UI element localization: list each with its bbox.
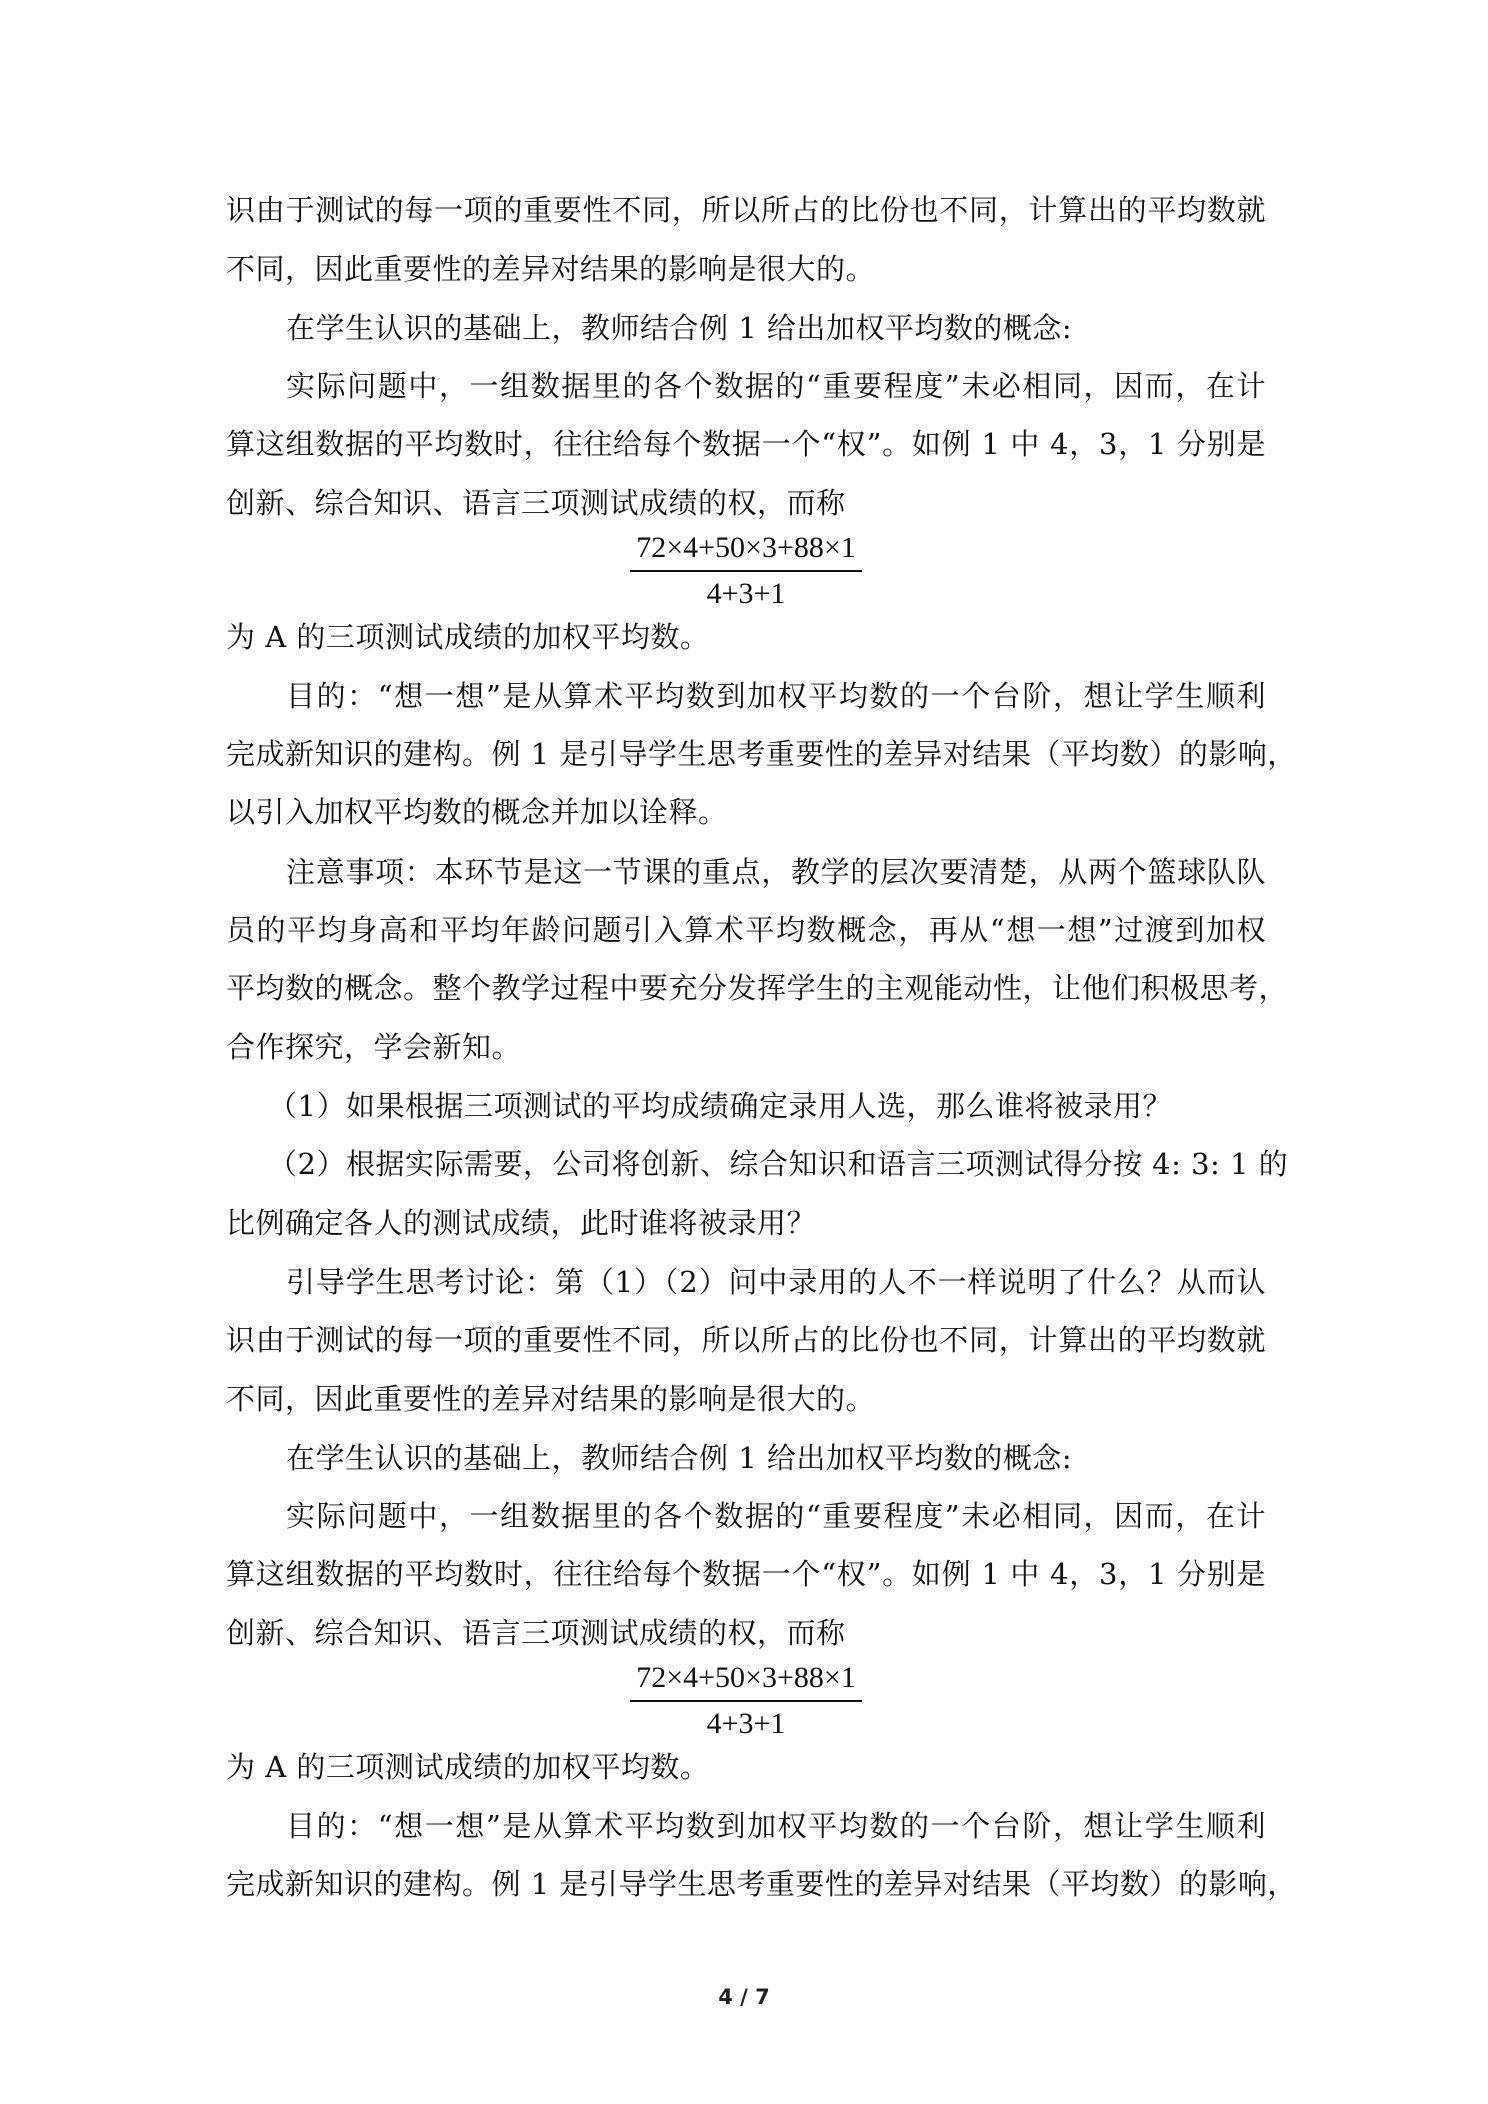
fraction-denominator: 4+3+1 bbox=[706, 1707, 786, 1740]
paragraph-line: 完成新知识的建构。例 1 是引导学生思考重要性的差异对结果（平均数）的影响， bbox=[226, 737, 1297, 771]
paragraph-line: 创新、综合知识、语言三项测试成绩的权，而称 bbox=[226, 1616, 846, 1650]
page-number: 4 / 7 bbox=[718, 1985, 770, 2009]
paragraph-line: 员的平均身高和平均年龄问题引入算术平均数概念，再从“想一想”过渡到加权 bbox=[226, 913, 1266, 947]
paragraph-line: 为 A 的三项测试成绩的加权平均数。 bbox=[226, 620, 710, 654]
question-line: （1）如果根据三项测试的平均成绩确定录用人选，那么谁将被录用？ bbox=[268, 1089, 1172, 1123]
paragraph-line: 注意事项：本环节是这一节课的重点，教学的层次要清楚，从两个篮球队队 bbox=[286, 855, 1266, 889]
paragraph-line: 不同，因此重要性的差异对结果的影响是很大的。 bbox=[226, 1382, 876, 1416]
fraction bbox=[630, 530, 862, 612]
fraction-numerator: 72×4+50×3+88×1 bbox=[630, 530, 862, 572]
paragraph-line: 识由于测试的每一项的重要性不同，所以所占的比份也不同，计算出的平均数就 bbox=[226, 193, 1266, 227]
weighted-average-formula bbox=[226, 530, 1266, 612]
paragraph-line: 比例确定各人的测试成绩，此时谁将被录用？ bbox=[226, 1206, 817, 1240]
paragraph-line: 在学生认识的基础上，教师结合例 1 给出加权平均数的概念: bbox=[286, 311, 1073, 345]
fraction bbox=[630, 1660, 862, 1742]
paragraph-line: 算这组数据的平均数时，往往给每个数据一个“权”。如例 1 中 4，3，1 分别是 bbox=[226, 1557, 1266, 1591]
paragraph-line: 不同，因此重要性的差异对结果的影响是很大的。 bbox=[226, 252, 876, 286]
paragraph-line: 完成新知识的建构。例 1 是引导学生思考重要性的差异对结果（平均数）的影响， bbox=[226, 1867, 1297, 1901]
paragraph-line: 合作探究，学会新知。 bbox=[226, 1030, 522, 1064]
paragraph-line: 目的：“想一想”是从算术平均数到加权平均数的一个台阶，想让学生顺利 bbox=[286, 679, 1266, 713]
fraction-denominator: 4+3+1 bbox=[706, 577, 786, 610]
paragraph-line: 实际问题中，一组数据里的各个数据的“重要程度”未必相同，因而，在计 bbox=[286, 369, 1266, 403]
paragraph-line: 引导学生思考讨论：第（1）（2）问中录用的人不一样说明了什么？从而认 bbox=[286, 1265, 1266, 1299]
paragraph-line: 实际问题中，一组数据里的各个数据的“重要程度”未必相同，因而，在计 bbox=[286, 1499, 1266, 1533]
weighted-average-formula bbox=[226, 1660, 1266, 1742]
paragraph-line: 以引入加权平均数的概念并加以诠释。 bbox=[226, 795, 728, 829]
paragraph-line: 为 A 的三项测试成绩的加权平均数。 bbox=[226, 1750, 710, 1784]
paragraph-line: 识由于测试的每一项的重要性不同，所以所占的比份也不同，计算出的平均数就 bbox=[226, 1323, 1266, 1357]
paragraph-line: 创新、综合知识、语言三项测试成绩的权，而称 bbox=[226, 486, 846, 520]
paragraph-line: 目的：“想一想”是从算术平均数到加权平均数的一个台阶，想让学生顺利 bbox=[286, 1809, 1266, 1843]
fraction-numerator: 72×4+50×3+88×1 bbox=[630, 1660, 862, 1702]
question-line: （2）根据实际需要，公司将创新、综合知识和语言三项测试得分按 4: 3: 1 的 bbox=[268, 1147, 1289, 1181]
paragraph-line: 算这组数据的平均数时，往往给每个数据一个“权”。如例 1 中 4，3，1 分别是 bbox=[226, 427, 1266, 461]
paragraph-line: 平均数的概念。整个教学过程中要充分发挥学生的主观能动性，让他们积极思考， bbox=[226, 971, 1289, 1005]
paragraph-line: 在学生认识的基础上，教师结合例 1 给出加权平均数的概念: bbox=[286, 1441, 1073, 1475]
document-page bbox=[226, 0, 1297, 2104]
